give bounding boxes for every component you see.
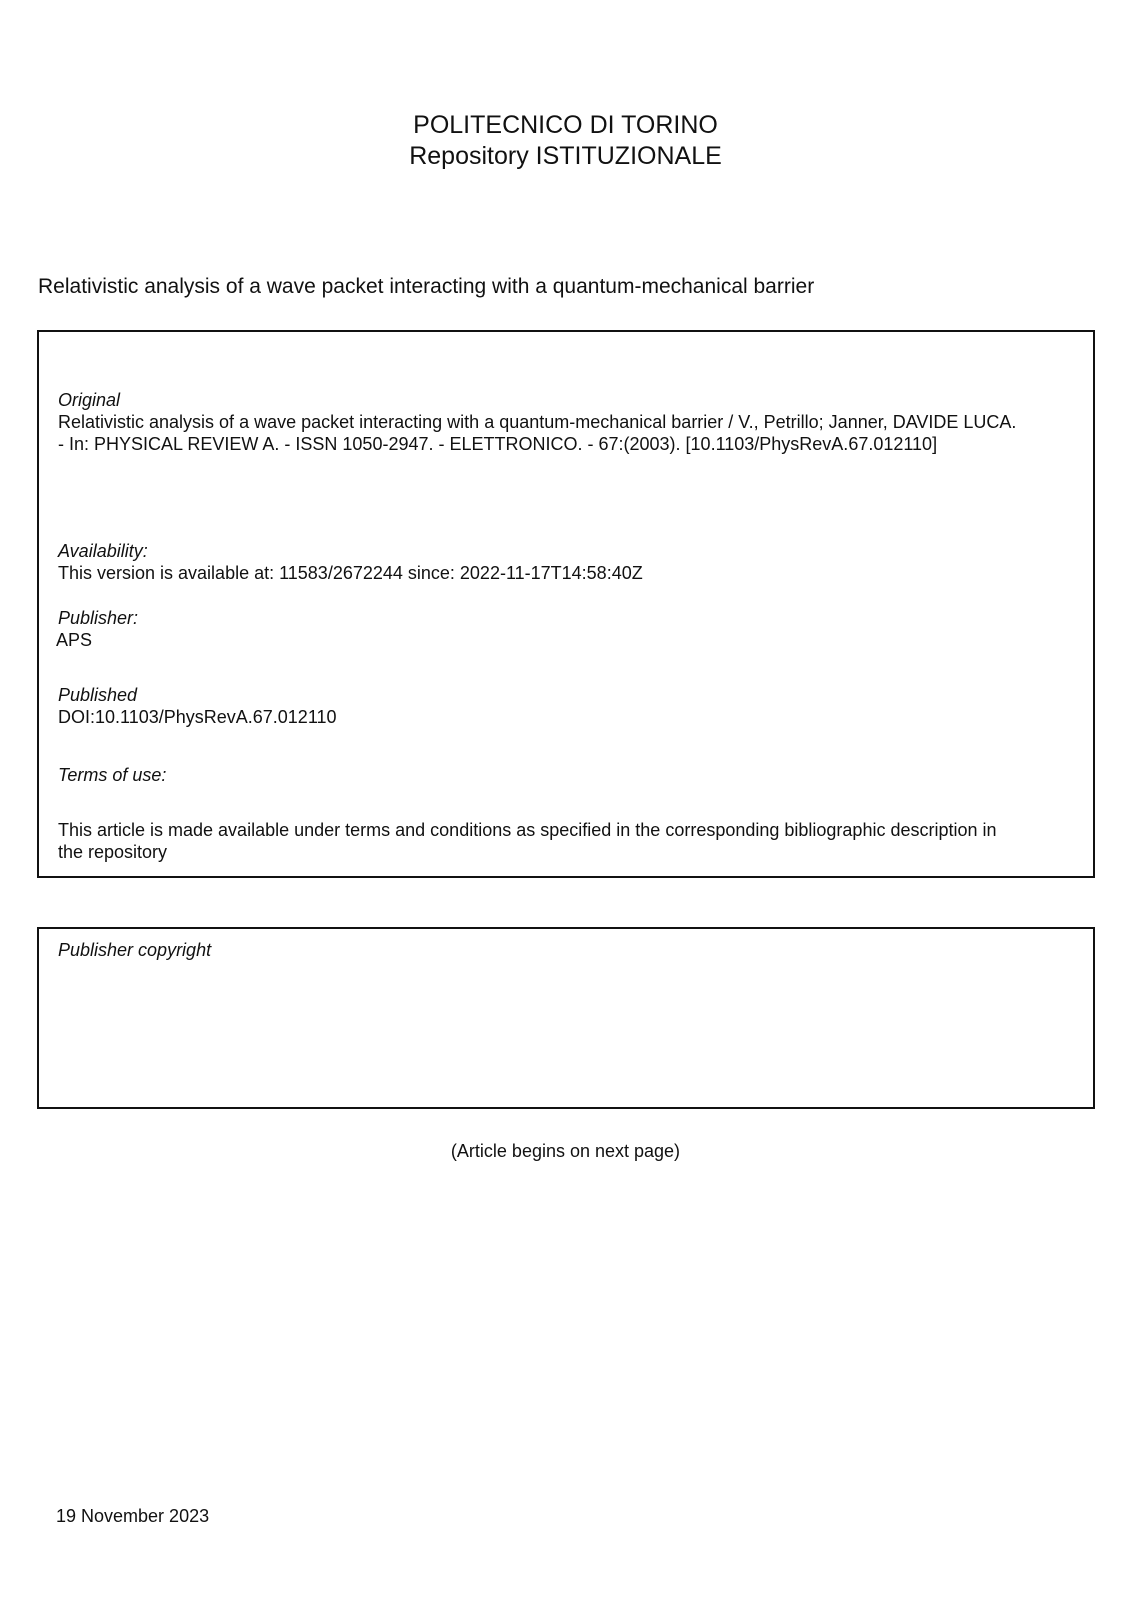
copyright-box [37,927,1095,1109]
published-doi: DOI:10.1103/PhysRevA.67.012110 [58,707,337,727]
terms-text-line1: This article is made available under terms and conditions as specified in the corresponding bibliographic description in [58,820,997,840]
original-citation-line2: - In: PHYSICAL REVIEW A. - ISSN 1050-2947. - ELETTRONICO. - 67:(2003). [10.1103/PhysRevA.67.012110] [58,434,938,454]
published-label: Published [58,685,138,705]
repository-name: Repository ISTITUZIONALE [409,142,722,170]
copyright-label: Publisher copyright [58,940,212,960]
metadata-box [37,330,1095,878]
cover-date: 19 November 2023 [56,1506,210,1526]
institution-name: POLITECNICO DI TORINO [413,111,718,139]
publisher-label: Publisher: [58,608,139,628]
availability-label: Availability: [58,541,148,561]
publisher-value: APS [56,630,93,650]
original-label: Original [58,390,121,410]
original-citation-line1: Relativistic analysis of a wave packet interacting with a quantum-mechanical barrier / V., Petrillo; Janner, DAVIDE LUCA. [58,412,1017,432]
terms-text-line2: the repository [58,842,168,862]
article-begins-note: (Article begins on next page) [450,1141,681,1161]
document-title: Relativistic analysis of a wave packet interacting with a quantum-mechanical barrier [38,275,815,298]
terms-label: Terms of use: [58,765,167,785]
availability-value: This version is available at: 11583/2672244 since: 2022-11-17T14:58:40Z [58,563,643,583]
cover-header [0,110,1131,172]
